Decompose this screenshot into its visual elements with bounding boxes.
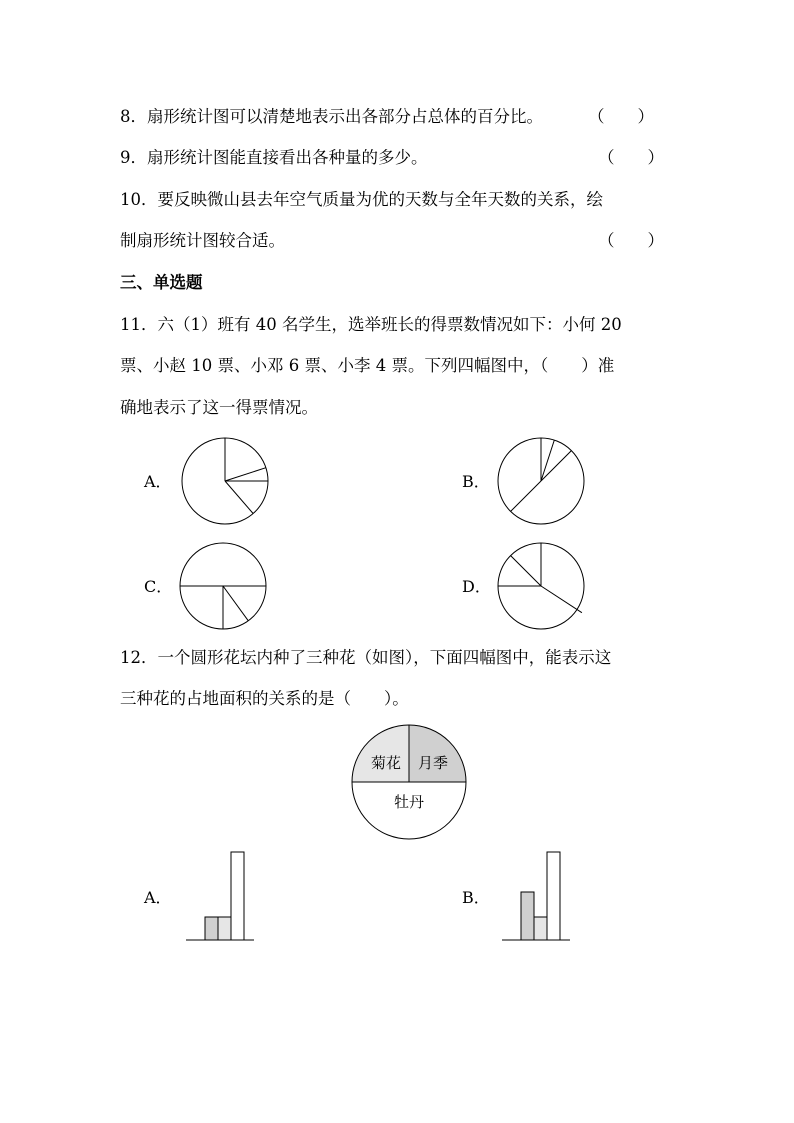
- bar-a-mudan: [231, 852, 244, 940]
- question-11-line-2: 票、小赵 10 票、小邓 6 票、小李 4 票。下列四幅图中，（ ）准: [120, 356, 615, 375]
- bar-a-juhua: [205, 917, 218, 940]
- q11-option-a-label[interactable]: A．: [144, 472, 172, 491]
- bar-b-mudan: [547, 852, 560, 940]
- label-mudan: 牡丹: [394, 793, 425, 811]
- label-juhua: 菊花: [371, 754, 402, 772]
- q12-option-a-label[interactable]: A．: [144, 888, 172, 907]
- question-12-line-1: 12．一个圆形花坛内种了三种花（如图），下面四幅图中，能表示这: [120, 648, 612, 667]
- q11-option-c-label[interactable]: C．: [144, 577, 173, 596]
- bar-b-juhua: [521, 892, 534, 940]
- question-11-line-1: 11．六（1）班有 40 名学生，选举班长的得票数情况如下：小何 20: [120, 315, 622, 334]
- q11-option-b-label[interactable]: B．: [462, 472, 490, 491]
- q12-option-a-bars[interactable]: [184, 850, 256, 944]
- q12-option-b-bars[interactable]: [500, 850, 572, 944]
- question-12-line-2: 三种花的占地面积的关系的是（ ）。: [120, 689, 409, 708]
- question-10-line-2: 制扇形统计图较合适。: [120, 231, 285, 250]
- label-yueji: 月季: [418, 754, 449, 772]
- q12-option-b-label[interactable]: B．: [462, 888, 490, 907]
- bar-b-yueji: [534, 917, 547, 940]
- q11-option-a-pie[interactable]: [180, 436, 270, 526]
- question-11-line-3: 确地表示了这一得票情况。: [120, 398, 318, 417]
- question-9-text: 9．扇形统计图能直接看出各种量的多少。: [120, 148, 428, 167]
- bar-a-yueji: [218, 917, 231, 940]
- question-10-answer-blank[interactable]: （ ）: [598, 231, 664, 250]
- question-9-answer-blank[interactable]: （ ）: [598, 148, 664, 167]
- question-10-line-1: 10．要反映微山县去年空气质量为优的天数与全年天数的关系，绘: [120, 190, 603, 209]
- q11-option-c-pie[interactable]: [178, 541, 268, 631]
- question-8-text: 8．扇形统计图可以清楚地表示出各部分占总体的百分比。: [120, 107, 543, 126]
- flower-bed-diagram: [350, 723, 470, 843]
- question-8-answer-blank[interactable]: （ ）: [588, 107, 654, 126]
- section-heading-single-choice: 三、单选题: [120, 273, 203, 292]
- q11-option-b-pie[interactable]: [496, 436, 586, 526]
- q11-option-d-pie[interactable]: [496, 541, 586, 631]
- q11-option-d-label[interactable]: D．: [462, 577, 491, 596]
